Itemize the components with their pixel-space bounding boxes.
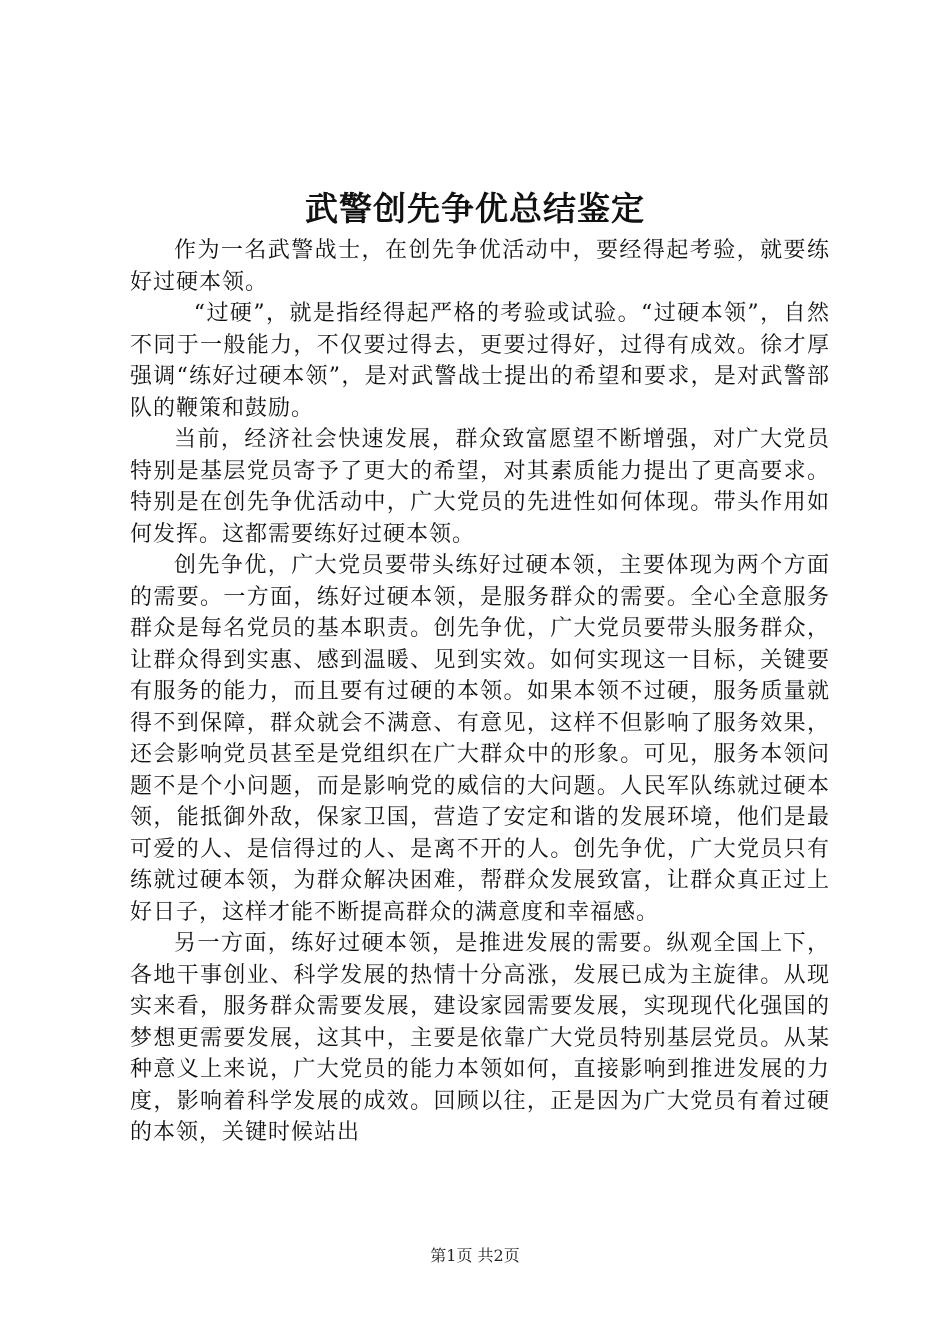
document-body (130, 235, 830, 1149)
page-number-footer: 第1页 共2页 (430, 1246, 520, 1265)
paragraph-1: 作为一名武警战士，在创先争优活动中，要经得起考验，就要练好过硬本领。 (130, 238, 830, 295)
paragraph-5: 另一方面，练好过硬本领，是推进发展的需要。纵观全国上下，各地干事创业、科学发展的热情十分高涨，发展已成为主旋律。从现实来看，服务群众需要发展，建设家园需要发展，实现现代化强国的梦想更需要发展，这其中，主要是依靠广大党员特别基层党员。从某种意义上来说，广大党员的能力本领如何，直接影响到推进发展的力度，影响着科学发展的成效。回顾以往，正是因为广大党员有着过硬的本领，关键时候站出 (130, 931, 830, 1145)
paragraph-4: 创先争优，广大党员要带头练好过硬本领，主要体现为两个方面的需要。一方面，练好过硬本领，是服务群众的需要。全心全意服务群众是每名党员的基本职责。创先争优，广大党员要带头服务群众，让群众得到实惠、感到温暖、见到实效。如何实现这一目标，关键要有服务的能力，而且要有过硬的本领。如果本领不过硬，服务质量就得不到保障，群众就会不满意、有意见，这样不但影响了服务效果，还会影响党员甚至是党组织在广大群众中的形象。可见，服务本领问题不是个小问题，而是影响党的威信的大问题。人民军队练就过硬本领，能抵御外敌，保家卫国，营造了安定和谐的发展环境，他们是最可爱的人、是信得过的人、是离不开的人。创先争优，广大党员只有练就过硬本领，为群众解决困难，帮群众发展致富，让群众真正过上好日子，这样才能不断提高群众的满意度和幸福感。 (130, 553, 830, 925)
document-title: 武警创先争优总结鉴定 (305, 189, 645, 228)
paragraph-2: “过硬”，就是指经得起严格的考验或试验。“过硬本领”，自然不同于一般能力，不仅要过得去，更要过得好，过得有成效。徐才厚强调“练好过硬本领”，是对武警战士提出的希望和要求，是对武警部队的鞭策和鼓励。 (130, 301, 830, 421)
paragraph-3: 当前，经济社会快速发展，群众致富愿望不断增强，对广大党员特别是基层党员寄予了更大的希望，对其素质能力提出了更高要求。特别是在创先争优活动中，广大党员的先进性如何体现。带头作用如何发挥。这都需要练好过硬本领。 (130, 427, 830, 547)
